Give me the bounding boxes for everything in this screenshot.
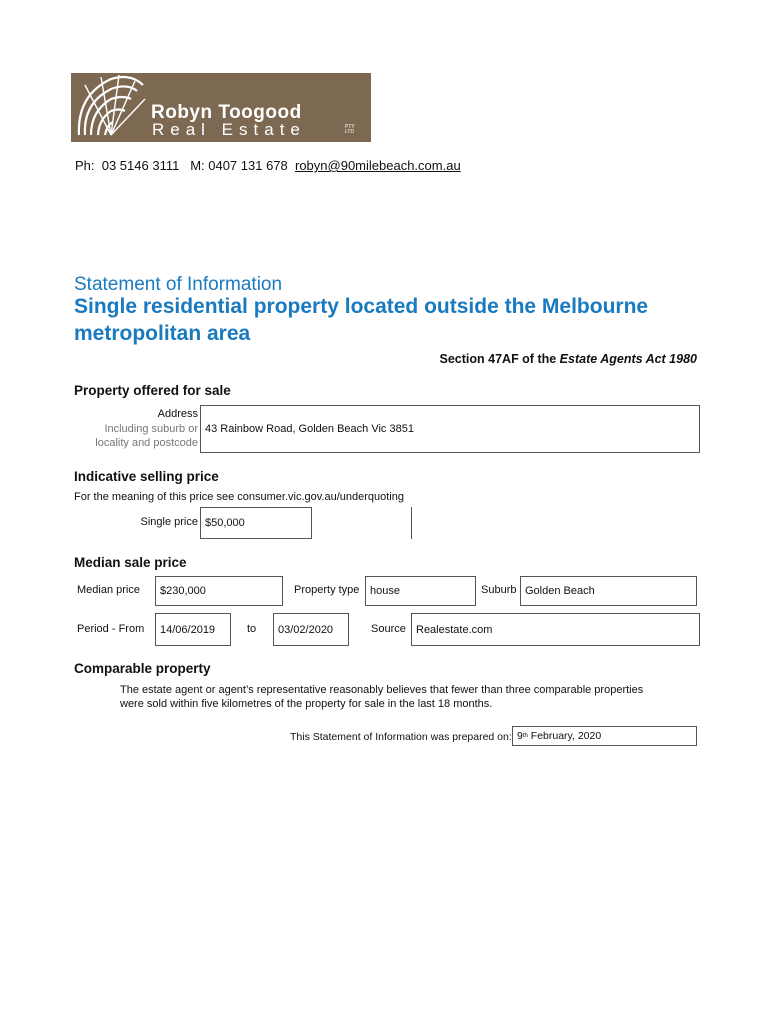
source-field[interactable]: Realestate.com (411, 613, 700, 646)
indicative-note: For the meaning of this price see consumer.vic.gov.au/underquoting (74, 491, 404, 503)
prepared-day: 9 (517, 730, 523, 742)
address-label: Address (157, 408, 198, 420)
comparable-text-line1: The estate agent or agent’s representative reasonably believes that fewer than three comparable properties (120, 684, 644, 696)
logo-subtitle: Real Estate (152, 120, 306, 139)
shell-logo-icon (71, 73, 151, 142)
period-from-field[interactable]: 14/06/2019 (155, 613, 231, 646)
single-price-field[interactable]: $50,000 (200, 507, 312, 539)
source-label: Source (371, 623, 406, 635)
address-label-suburb: Including suburb or (104, 423, 198, 435)
prepared-on-label: This Statement of Information was prepared on: (290, 731, 512, 743)
phone-number: Ph: 03 5146 3111 (75, 158, 180, 173)
divider-line (411, 507, 412, 539)
company-logo (71, 73, 371, 142)
suburb-label: Suburb (481, 584, 517, 596)
section-prefix: Section 47AF of the (439, 352, 560, 366)
prepared-day-suffix: th (522, 733, 528, 739)
property-type-label: Property type (294, 584, 360, 596)
comparable-text-line2: were sold within five kilometres of the property for sale in the last 18 months. (120, 698, 493, 710)
median-price-field[interactable]: $230,000 (155, 576, 283, 606)
comparable-heading: Comparable property (74, 661, 211, 676)
act-name: Estate Agents Act 1980 (559, 352, 697, 366)
single-price-label: Single price (140, 516, 198, 528)
contact-line (75, 158, 461, 173)
mobile-number: M: 0407 131 678 (190, 158, 288, 173)
period-from-label: Period - From (77, 623, 145, 635)
suburb-field[interactable]: Golden Beach (520, 576, 697, 606)
median-price-heading: Median sale price (74, 555, 187, 570)
period-to-label: to (247, 623, 257, 635)
property-type-field[interactable]: house (365, 576, 476, 606)
page-headline: Single residential property located outside the Melbourne metropolitan area (74, 295, 649, 345)
prepared-date-field[interactable] (512, 726, 697, 746)
address-label-locality: locality and postcode (95, 437, 198, 449)
median-price-label: Median price (77, 584, 140, 596)
prepared-date-rest: February, 2020 (527, 730, 602, 742)
statement-title: Statement of Information (74, 274, 283, 295)
address-field[interactable]: 43 Rainbow Road, Golden Beach Vic 3851 (200, 405, 700, 453)
section-reference (440, 352, 697, 366)
logo-tag: PTY LTD (345, 124, 355, 135)
period-to-field[interactable]: 03/02/2020 (273, 613, 349, 646)
logo-name: Robyn Toogood (151, 102, 302, 123)
email-link[interactable]: robyn@90milebeach.com.au (295, 158, 461, 173)
indicative-price-heading: Indicative selling price (74, 469, 219, 484)
property-offered-heading: Property offered for sale (74, 383, 231, 398)
